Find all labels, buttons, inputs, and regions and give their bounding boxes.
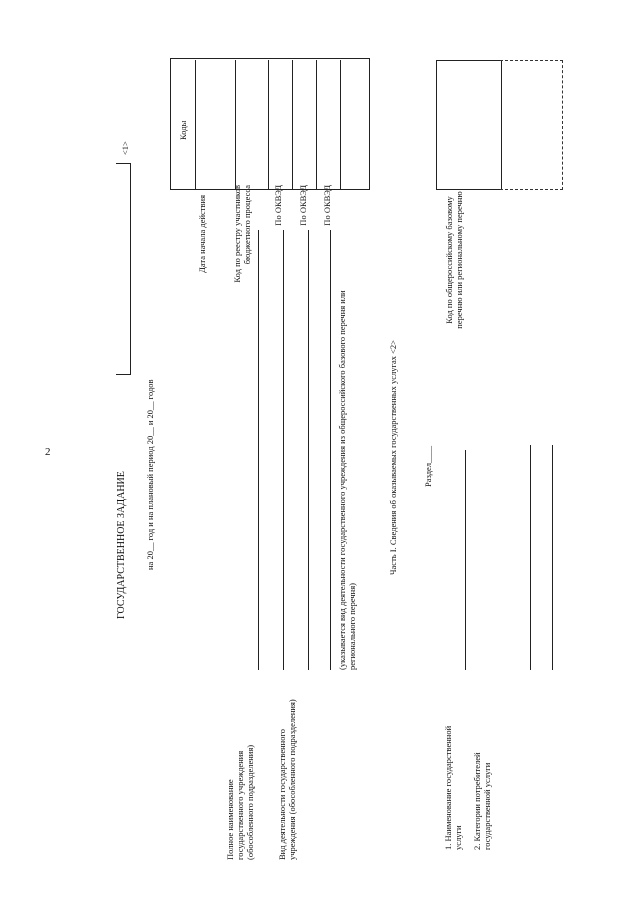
codes-table-row-line: [268, 60, 269, 190]
activity-type-line-2: [330, 230, 331, 670]
activity-type-line: [308, 230, 309, 670]
codes-table-row-line: [340, 60, 341, 190]
part1-section: Раздел____: [423, 445, 433, 487]
codes-table-row-line: [235, 60, 236, 190]
institution-name-line: [258, 230, 259, 670]
institution-name-label: Полное наименование государственного учреждения (обособленного подразделения): [225, 744, 255, 860]
period-line: на 20__ год и на плановый период 20__ и 20__ годов: [145, 379, 155, 570]
codes-table-row-line: [195, 60, 196, 190]
service-name-line: [465, 450, 466, 670]
codes-table-row-line: [292, 60, 293, 190]
codes-header: Коды: [178, 120, 188, 140]
activity-note: (указывается вид деятельности государственного учреждения из общероссийского базового перечня или регионального перечня): [337, 290, 357, 670]
codes-row-okved-1: По ОКВЭД: [273, 185, 283, 226]
consumers-line-2: [552, 445, 553, 670]
service-code-label: Код по общероссийскому базовому перечню или региональному перечню: [444, 191, 464, 329]
codes-row-okved-3: По ОКВЭД: [322, 185, 332, 226]
service-code-box: [436, 60, 502, 190]
codes-row-start-date: Дата начала действия: [197, 195, 207, 273]
consumers-label: 2. Категории потребителей государственной услуги: [472, 752, 492, 850]
activity-type-label: Вид деятельности государственного учреждения (обособленного подразделения): [277, 699, 297, 860]
page-number: 2: [45, 446, 51, 458]
service-code-box-dashed: [500, 60, 563, 190]
document-title: ГОСУДАРСТВЕННОЕ ЗАДАНИЕ: [116, 471, 127, 619]
title-bracket: [116, 163, 131, 375]
codes-row-budget-registry: Код по реестру участников бюджетного процесса: [232, 185, 252, 283]
title-footnote: <1>: [120, 141, 130, 155]
part1-title: Часть I. Сведения об оказываемых государственных услугах <2>: [388, 340, 398, 575]
codes-table-row-line: [316, 60, 317, 190]
consumers-line: [530, 445, 531, 670]
codes-row-okved-2: По ОКВЭД: [298, 185, 308, 226]
service-name-label: 1. Наименование государственной услуги: [443, 725, 463, 850]
institution-name-line-2: [283, 230, 284, 670]
